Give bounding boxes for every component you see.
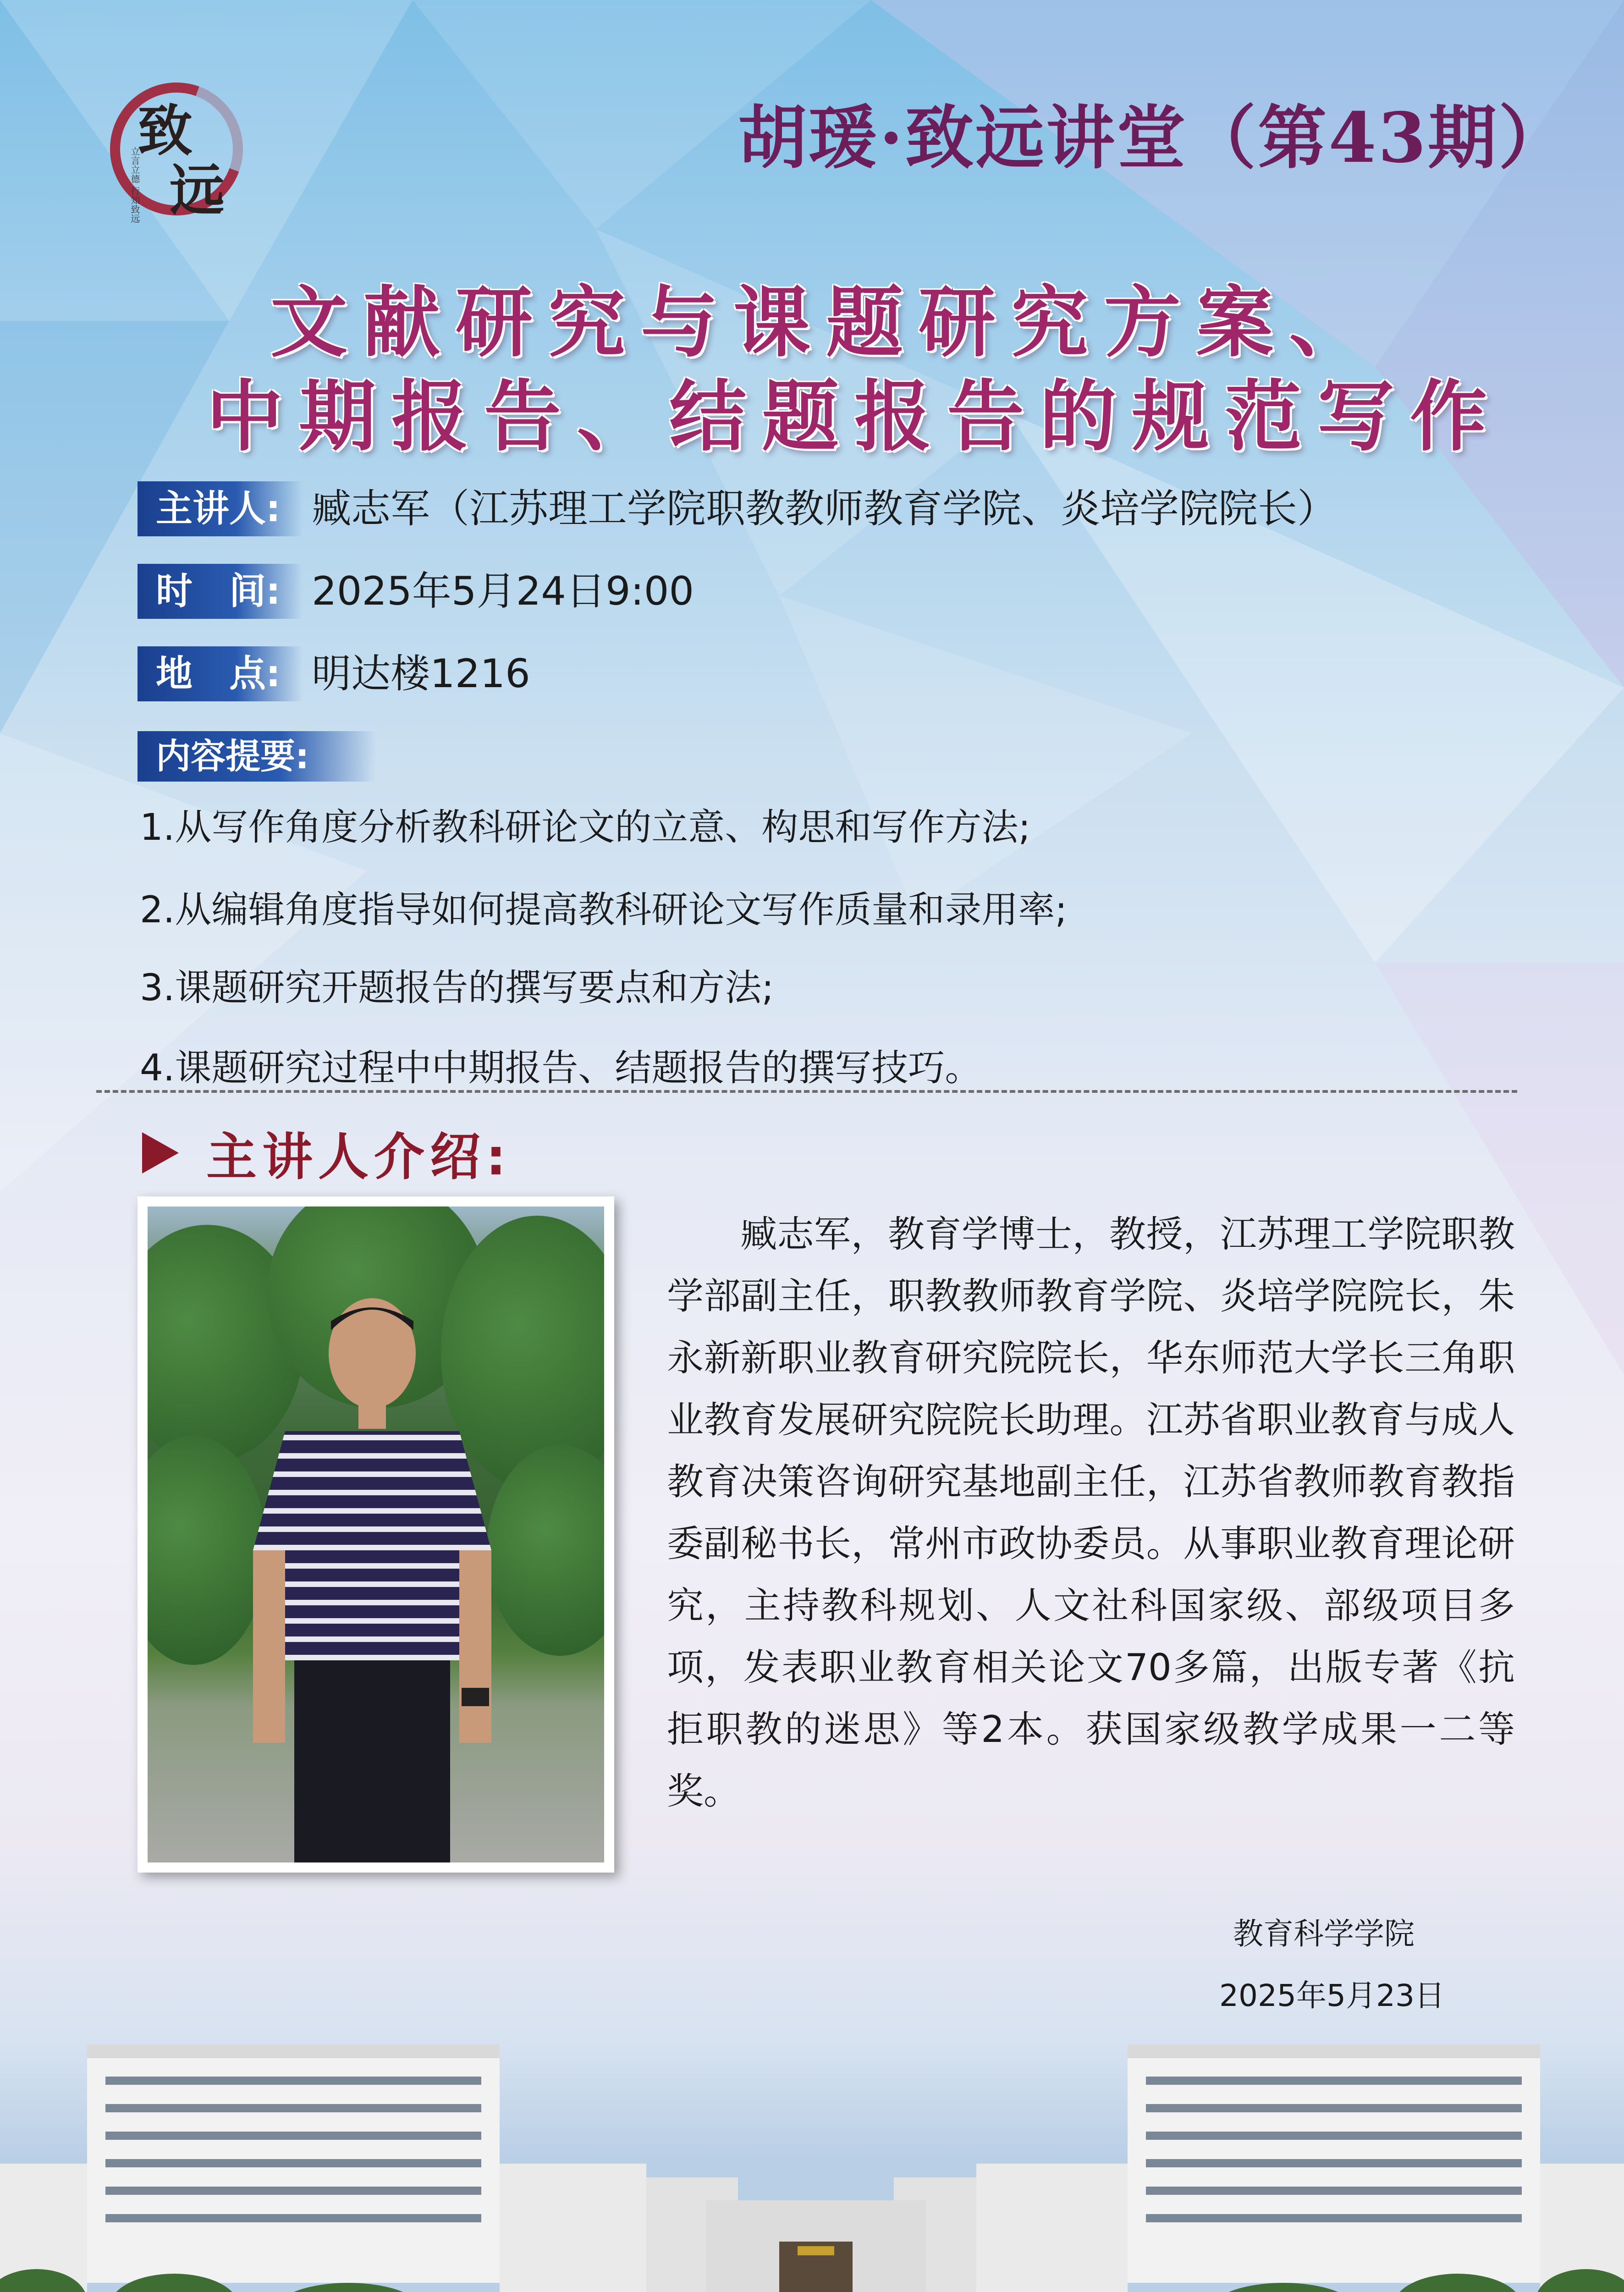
- content-item: 3.课题研究开题报告的撰写要点和方法;: [140, 966, 774, 1009]
- time-label: 时 间:: [138, 564, 303, 619]
- speaker-intro-heading: [142, 1118, 512, 1187]
- lecture-title-line2: 中期报告、结题报告的规范写作: [206, 371, 1503, 462]
- logo-char-bottom: 远: [170, 158, 225, 223]
- zhiyuan-logo: [110, 78, 248, 229]
- speaker-value: 臧志军（江苏理工学院职教教师教育学院、炎培学院院长）: [312, 486, 1337, 532]
- place-label: 地 点:: [138, 646, 303, 701]
- content-summary-label: 内容提要:: [138, 731, 376, 782]
- speaker-bio: 臧志军，教育学博士，教授，江苏理工学院职教学部副主任，职教教师教育学院、炎培学院院长，朱永新新职业教育研究院院长，华东师范大学长三角职业教育发展研究院院长助理。江苏省职业教育与成人教育决策咨询研究基地副主任，江苏省教师教育教指委副秘书长，常州市政协委员。从事职业教育理论研究，主持教科规划、人文社科国家级、部级项目多项，发表职业教育相关论文70多篇，出版专著《抗拒职教的迷思》等2本。获国家级教学成果一二等奖。: [667, 1213, 1515, 1813]
- issuer: 教育科学学院: [1233, 1916, 1415, 1951]
- content-item: 4.课题研究过程中中期报告、结题报告的撰写技巧。: [140, 1047, 982, 1089]
- time-value: 2025年5月24日9:00: [312, 568, 694, 614]
- logo-char-top: 致: [138, 99, 193, 163]
- logo-motto: 立言立德 行知致远: [129, 147, 140, 223]
- content-item: 2.从编辑角度指导如何提高教科研论文写作质量和录用率;: [140, 888, 1068, 931]
- speaker-intro-title: 主讲人介绍:: [206, 1128, 512, 1186]
- campus-illustration: [0, 2026, 1624, 2292]
- content-item: 1.从写作角度分析教科研论文的立意、构思和写作方法;: [140, 806, 1031, 848]
- speaker-photo-frame: [138, 1196, 614, 1873]
- place-value: 明达楼1216: [312, 651, 530, 697]
- speaker-photo: [148, 1207, 604, 1862]
- series-title: 胡瑗·致远讲堂（第43期）: [738, 98, 1569, 178]
- speaker-label: 主讲人:: [138, 481, 303, 536]
- arrow-right-icon: [142, 1132, 179, 1174]
- speaker-figure: [244, 1294, 501, 1862]
- lecture-title-line1: 文献研究与课题研究方案、: [270, 277, 1382, 368]
- issue-date: 2025年5月23日: [1219, 1978, 1445, 2013]
- dashed-divider: [96, 1090, 1517, 1093]
